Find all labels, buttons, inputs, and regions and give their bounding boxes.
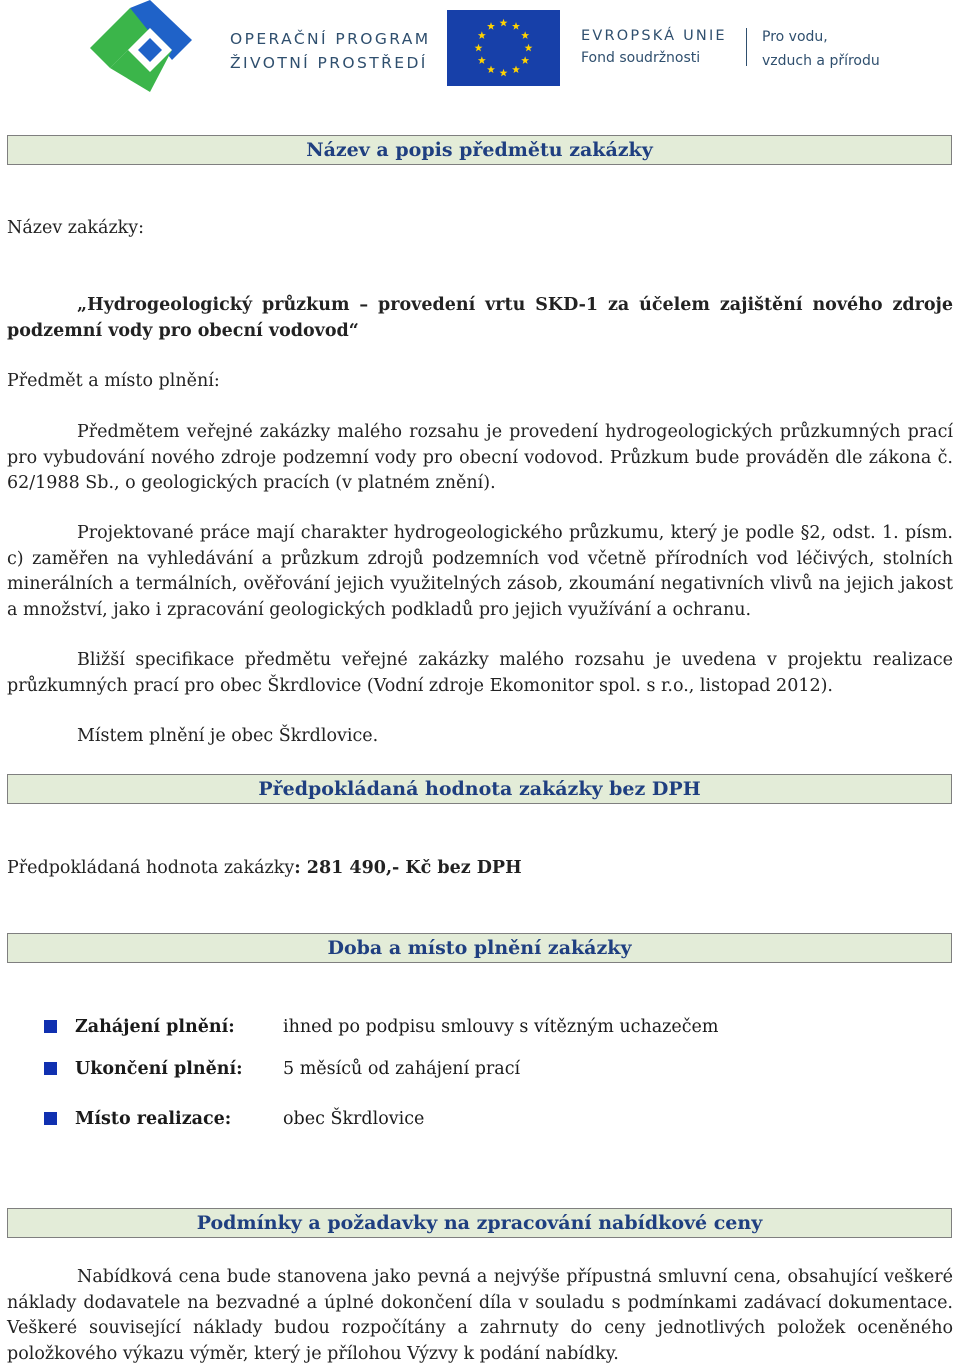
bullet-value: 5 měsíců od zahájení prací <box>283 1059 521 1079</box>
paragraph-place: Místem plnění je obec Škrdlovice. <box>77 726 379 746</box>
eu-flag-icon <box>447 10 560 86</box>
square-bullet-icon <box>44 1112 57 1125</box>
bullet-value: ihned po podpisu smlouvy s vítězným uchazečem <box>283 1017 719 1037</box>
list-item <box>44 1106 424 1132</box>
list-item <box>44 1014 718 1040</box>
eu-line-1: EVROPSKÁ UNIE <box>581 28 727 44</box>
contract-name-value: „Hydrogeologický průzkum – provedení vrtu SKD-1 za účelem zajištění nového zdroje podzemní vody pro obecní vodovod“ <box>7 295 953 341</box>
document-header <box>0 0 960 100</box>
op-line-2: ŽIVOTNÍ PROSTŘEDÍ <box>230 54 428 72</box>
bullet-label: Zahájení plnění: <box>75 1017 235 1037</box>
bullet-value: obec Škrdlovice <box>283 1109 425 1129</box>
section-heading-time-place: Doba a místo plnění zakázky <box>7 933 952 963</box>
eu-fund-name <box>581 25 727 69</box>
bullet-label: Ukončení plnění: <box>75 1059 243 1079</box>
square-bullet-icon <box>44 1020 57 1033</box>
square-bullet-icon <box>44 1062 57 1075</box>
estimated-value-label: Předpokládaná hodnota zakázky <box>7 858 295 878</box>
op-zp-logo-icon <box>88 0 218 96</box>
list-item <box>44 1056 520 1082</box>
section-heading-description: Název a popis předmětu zakázky <box>7 135 952 165</box>
estimated-value-amount: : 281 490,- Kč bez DPH <box>294 858 522 878</box>
slogan <box>762 25 880 73</box>
bullet-label: Místo realizace: <box>75 1109 232 1129</box>
slogan-line-2: vzduch a přírodu <box>762 53 880 69</box>
op-program-name <box>230 27 431 75</box>
slogan-line-1: Pro vodu, <box>762 29 828 45</box>
section-heading-value: Předpokládaná hodnota zakázky bez DPH <box>7 774 952 804</box>
contract-name-label: Název zakázky: <box>7 218 145 238</box>
estimated-value <box>7 856 953 882</box>
paragraph-price: Nabídková cena bude stanovena jako pevná a nejvýše přípustná smluvní cena, obsahující veškeré náklady dodavatele na bezvadné a úplné dokončení díla v souladu s podmínkami zadávací dokumentace. Veškeré související náklady budou rozpočítány a zahrnuty do ceny jednotlivých položek oceněného položkového výkazu výměr, který je přílohou Výzvy k podání nabídky. <box>7 1267 953 1364</box>
paragraph-subject: Předmětem veřejné zakázky malého rozsahu je provedení hydrogeologických průzkumných prací pro vybudování nového zdroje podzemní vody pro obecní vodovod. Průzkum bude prováděn dle zákona č. 62/1988 Sb., o geologických pracích (v platném znění). <box>7 422 953 493</box>
section-heading-price-conditions: Podmínky a požadavky na zpracování nabídkové ceny <box>7 1208 952 1238</box>
paragraph-specification: Bližší specifikace předmětu veřejné zakázky malého rozsahu je uvedena v projektu realizace průzkumných prací pro obec Škrdlovice (Vodní zdroje Ekomonitor spol. s r.o., listopad 2012). <box>7 650 953 696</box>
paragraph-project-character: Projektované práce mají charakter hydrogeologického průzkumu, který je podle §2, odst. 1. písm. c) zaměřen na vyhledávání a průzkum zdrojů podzemních vod včetně přírodních vod léčivých, stolních minerálních a termálních, ověřování jejich využitelných zásob, zkoumání negativních vlivů na jejich jakost a množství, jako i zpracování geologických podkladů pro jejich využívání a ochranu. <box>7 523 953 620</box>
eu-line-2: Fond soudržnosti <box>581 50 701 66</box>
subject-label: Předmět a místo plnění: <box>7 371 220 391</box>
op-line-1: OPERAČNÍ PROGRAM <box>230 30 431 48</box>
header-divider <box>746 28 747 66</box>
